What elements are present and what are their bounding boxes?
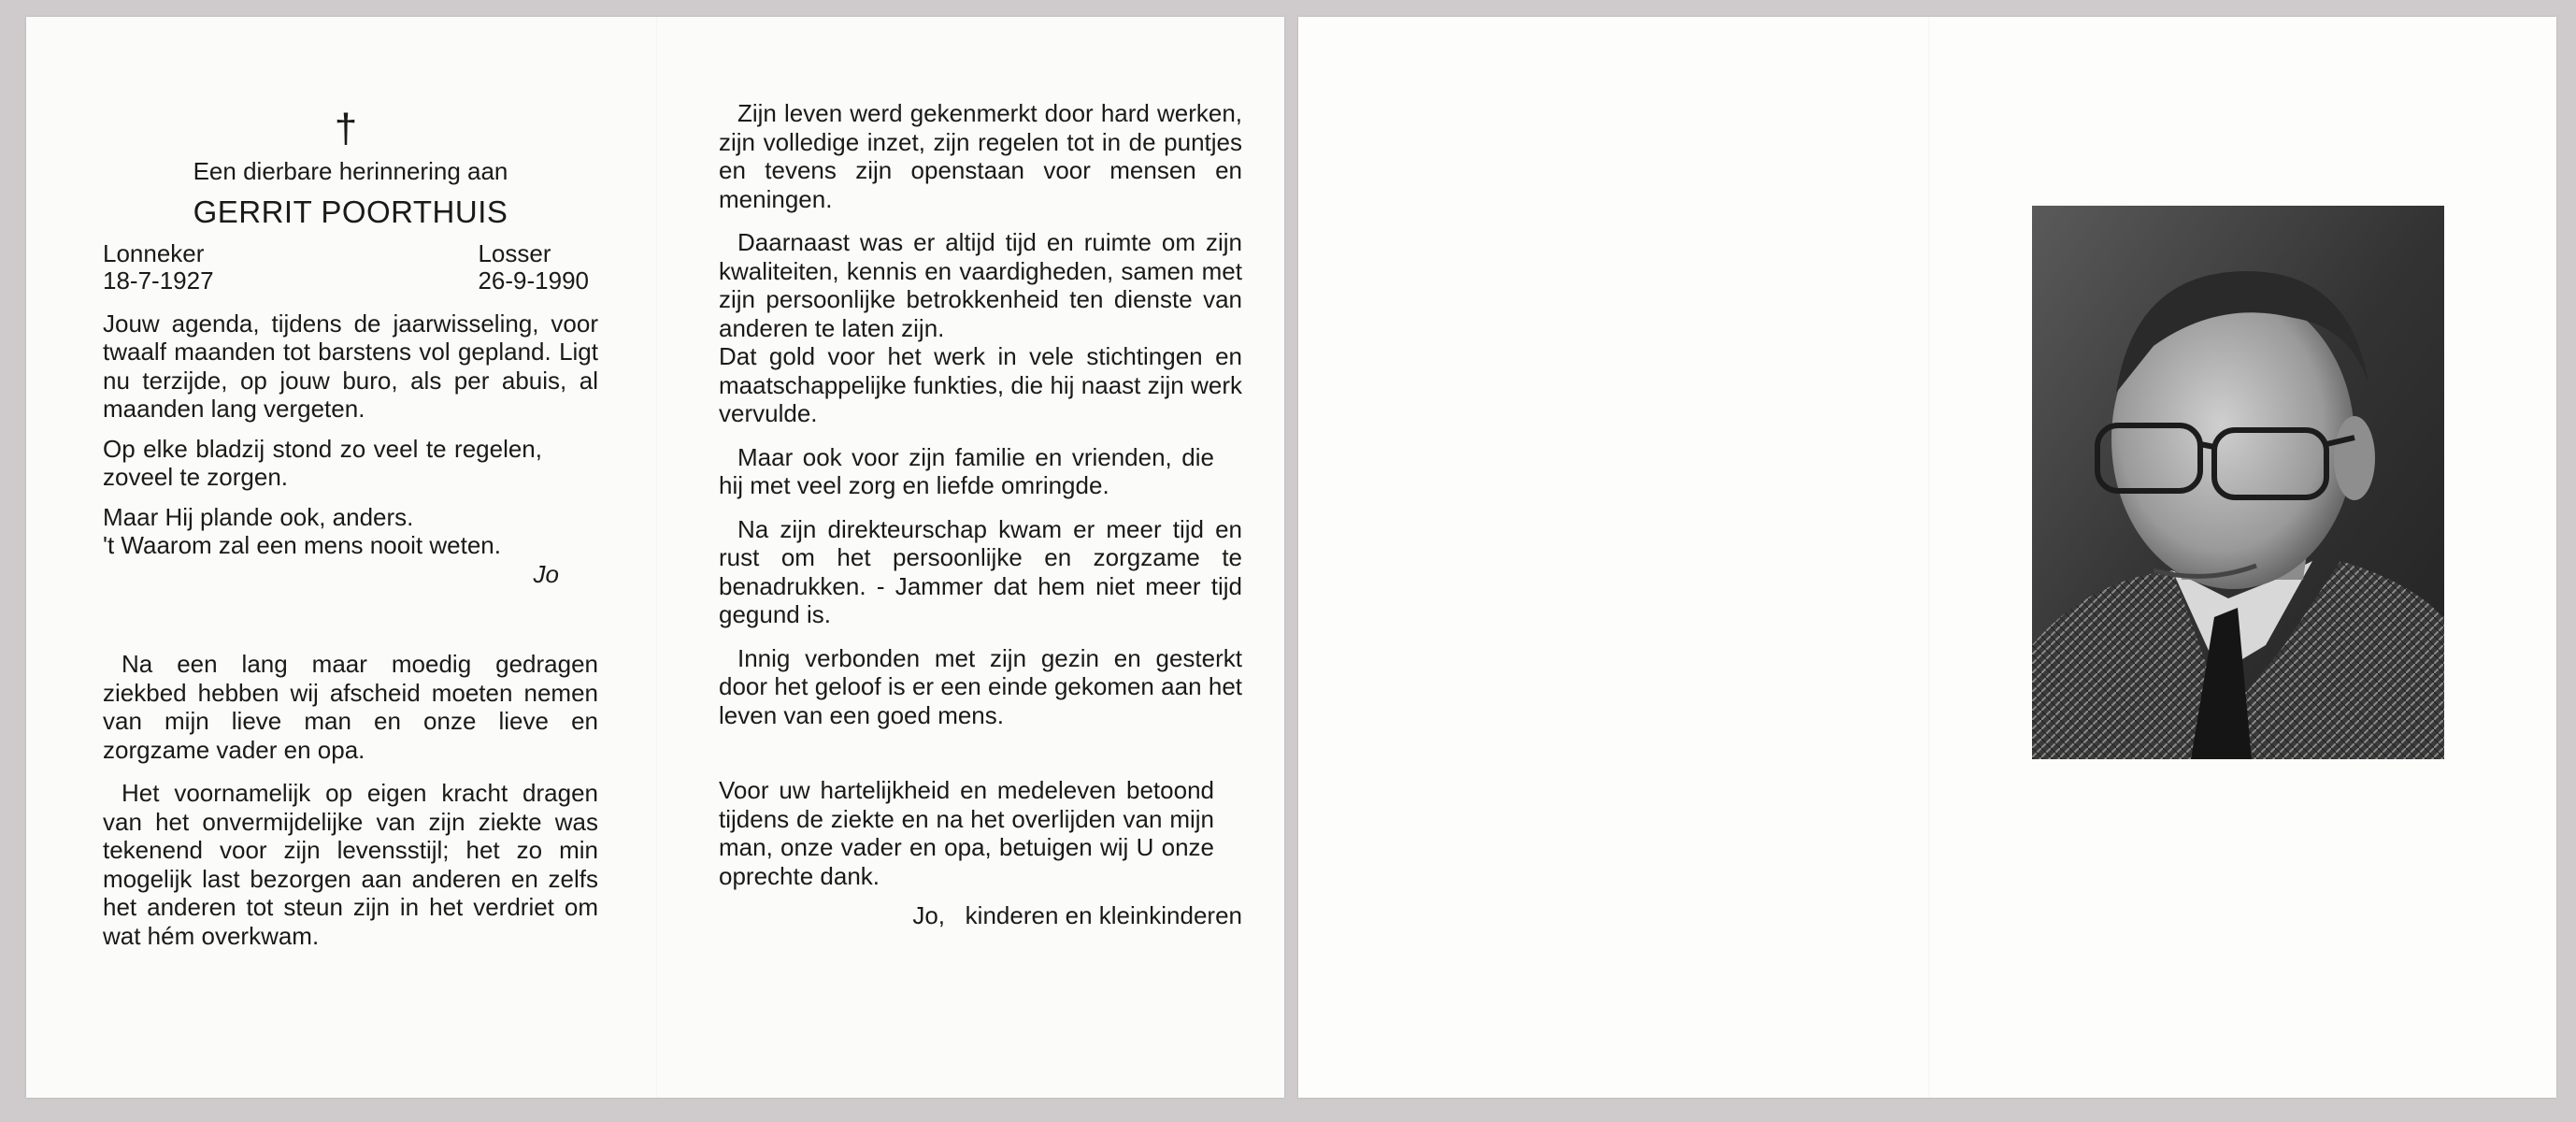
poem-stanza-1: Jouw agenda, tijdens de jaarwisseling, voor twaalf maanden tot barstens vol gepland. Ligt nu terzijde, op jouw buro, als per abuis, al maanden lang vergeten. <box>103 309 598 423</box>
poem-stanza-4: 't Waarom zal een mens nooit weten. <box>103 531 501 559</box>
text-paragraph: Maar ook voor zijn familie en vrienden, die hij met veel zorg en liefde omringde. <box>719 442 1214 499</box>
text-paragraph: Innig verbonden met zijn gezin en gesterkt door het geloof is er een einde gekomen aan het leven van een goed mens. <box>719 643 1242 729</box>
text-paragraph: Daarnaast was er altijd tijd en ruimte om zijn kwaliteiten, kennis en vaardigheden, samen met zijn persoonlijke betrokkenheid ten dienste van anderen te laten zijn. <box>719 228 1242 342</box>
middle-column <box>719 99 1242 930</box>
poem-stanza-3: Maar Hij plande ook, anders. <box>103 502 414 531</box>
poem-signature: Jo <box>533 559 559 588</box>
death-place: Losser <box>478 238 551 267</box>
death-info <box>478 240 589 295</box>
text-paragraph: Na zijn direkteurschap kwam er meer tijd en rust om het persoonlijke en zorgzame te benadrukken. - Jammer dat hem niet meer tijd gegund is. <box>719 514 1242 628</box>
birth-place: Lonneker <box>103 238 205 267</box>
birth-date: 18-7-1927 <box>103 266 214 295</box>
thanks-paragraph: Voor uw hartelijkheid en medeleven betoond tijdens de ziekte en na het overlijden van mijn man, onze vader en opa, betuigen wij U onze oprechte dank. <box>719 776 1214 890</box>
text-paragraph: Het voornamelijk op eigen kracht dragen van het onvermijdelijke van zijn ziekte was tekenend voor zijn levensstijl; het zo min mogelijk last bezorgen aan anderen en zelfs het anderen tot steun zijn in het verdriet om wat hém overkwam. <box>103 779 598 950</box>
left-column <box>103 107 598 950</box>
card-fold-line <box>1928 17 1930 1098</box>
card-fold-line <box>656 17 658 1098</box>
intro-text: Een dierbare herinnering aan <box>193 157 508 185</box>
poem-stanza-2: Op elke bladzij stond zo veel te regelen, zoveel te zorgen. <box>103 434 542 491</box>
portrait-photo <box>2032 206 2444 759</box>
birth-info <box>103 240 214 295</box>
cross-symbol: † <box>334 106 358 151</box>
closing-signature: Jo, kinderen en kleinkinderen <box>912 901 1242 929</box>
life-dates <box>103 240 598 295</box>
death-date: 26-9-1990 <box>478 266 589 295</box>
deceased-name: GERRIT POORTHUIS <box>193 194 508 229</box>
text-paragraph: Na een lang maar moedig gedragen ziekbed hebben wij afscheid moeten nemen van mijn lieve man en onze lieve en zorgzame vader en opa. <box>103 650 598 764</box>
text-paragraph: Dat gold voor het werk in vele stichtingen en maatschappelijke funkties, die hij naast zijn werk vervulde. <box>719 342 1242 427</box>
memorial-card-inside <box>26 17 1284 1098</box>
portrait-illustration <box>2032 206 2444 759</box>
text-paragraph: Zijn leven werd gekenmerkt door hard werken, zijn volledige inzet, zijn regelen tot in de puntjes en tevens zijn openstaan voor mensen en meningen. <box>719 99 1242 213</box>
